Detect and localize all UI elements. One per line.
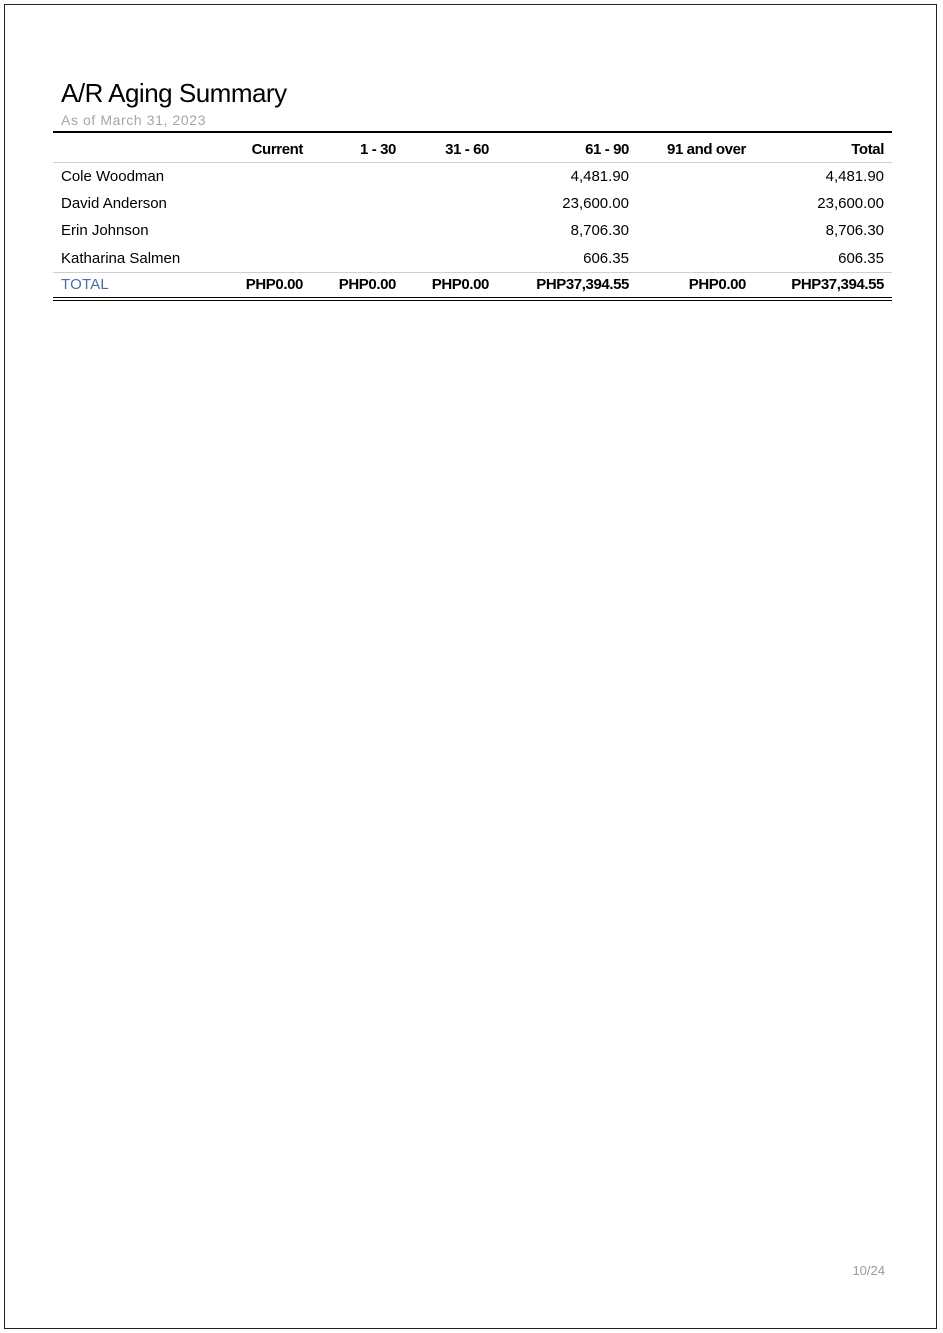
total-31-60: PHP0.00 bbox=[404, 272, 497, 299]
cell-61-90: 8,706.30 bbox=[570, 222, 629, 240]
total-current: PHP0.00 bbox=[221, 272, 311, 299]
grand-total: PHP37,394.55 bbox=[754, 272, 892, 299]
table-row bbox=[53, 162, 892, 190]
aging-summary-table bbox=[53, 131, 892, 301]
table-header-row bbox=[53, 132, 892, 162]
cell-1-30 bbox=[311, 162, 404, 190]
cell-1-30 bbox=[311, 217, 404, 245]
table-row bbox=[53, 190, 892, 218]
cell-31-60 bbox=[404, 190, 497, 218]
column-header-1-30: 1 - 30 bbox=[311, 132, 404, 162]
table-row bbox=[53, 217, 892, 245]
cell-91-over bbox=[637, 162, 754, 190]
total-91-over: PHP0.00 bbox=[637, 272, 754, 299]
customer-name: Katharina Salmen bbox=[61, 249, 181, 267]
cell-current bbox=[221, 190, 311, 218]
page-number: 10/24 bbox=[852, 1263, 885, 1278]
cell-1-30 bbox=[311, 190, 404, 218]
totals-row bbox=[53, 272, 892, 299]
cell-31-60 bbox=[404, 245, 497, 273]
column-header-31-60: 31 - 60 bbox=[404, 132, 497, 162]
cell-91-over bbox=[637, 245, 754, 273]
cell-1-30 bbox=[311, 245, 404, 273]
customer-name: Erin Johnson bbox=[61, 222, 149, 240]
cell-total: 23,600.00 bbox=[817, 194, 884, 212]
customer-name: Cole Woodman bbox=[61, 167, 165, 185]
cell-31-60 bbox=[404, 217, 497, 245]
totals-label: TOTAL bbox=[53, 272, 221, 299]
report-date: As of March 31, 2023 bbox=[61, 112, 207, 128]
cell-61-90: 4,481.90 bbox=[570, 167, 629, 185]
cell-total: 606.35 bbox=[838, 249, 884, 267]
cell-61-90: 23,600.00 bbox=[562, 194, 629, 212]
cell-total: 8,706.30 bbox=[825, 222, 884, 240]
column-header-61-90: 61 - 90 bbox=[497, 132, 637, 162]
column-header-name bbox=[53, 132, 221, 162]
cell-current bbox=[221, 245, 311, 273]
cell-91-over bbox=[637, 190, 754, 218]
customer-name: David Anderson bbox=[61, 194, 167, 212]
cell-31-60 bbox=[404, 162, 497, 190]
cell-total: 4,481.90 bbox=[825, 167, 884, 185]
cell-current bbox=[221, 162, 311, 190]
total-1-30: PHP0.00 bbox=[311, 272, 404, 299]
cell-current bbox=[221, 217, 311, 245]
column-header-91-over: 91 and over bbox=[637, 132, 754, 162]
table-row bbox=[53, 245, 892, 273]
report-title: A/R Aging Summary bbox=[61, 78, 287, 108]
column-header-total: Total bbox=[754, 132, 892, 162]
column-header-current: Current bbox=[221, 132, 311, 162]
total-61-90: PHP37,394.55 bbox=[497, 272, 637, 299]
cell-61-90: 606.35 bbox=[583, 249, 629, 267]
cell-91-over bbox=[637, 217, 754, 245]
